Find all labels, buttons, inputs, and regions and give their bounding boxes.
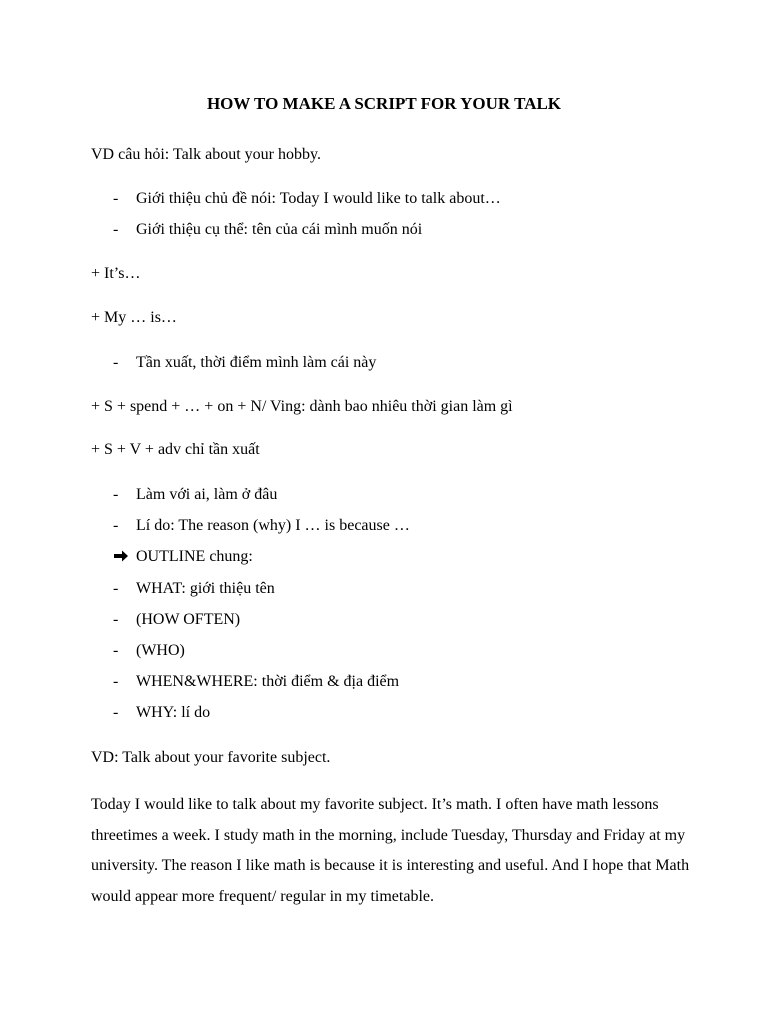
structure-line: + S + V + adv chỉ tần xuất bbox=[91, 441, 260, 458]
outline-label: OUTLINE chung: bbox=[136, 548, 253, 565]
list-item-text: Tần xuất, thời điểm mình làm cái này bbox=[136, 354, 377, 371]
structure-line: + My … is… bbox=[91, 309, 177, 326]
list-item-text: Giới thiệu cụ thể: tên của cái mình muốn nói bbox=[136, 221, 423, 238]
structure-line: + It’s… bbox=[91, 265, 141, 282]
list-item-text: Lí do: The reason (why) I … is because … bbox=[136, 517, 410, 534]
structure-line: + S + spend + … + on + N/ Ving: dành bao nhiêu thời gian làm gì bbox=[91, 398, 513, 415]
bullet-dash: - bbox=[113, 517, 119, 534]
bullet-dash: - bbox=[113, 354, 119, 371]
bullet-dash: - bbox=[113, 704, 119, 721]
example-answer-paragraph: Today I would like to talk about my favorite subject. It’s math. I often have math lessons threetimes a week. I study math in the morning, include Tuesday, Thursday and Friday at my university. The reason I like math is because it is interesting and useful. And I hope that Math would appear more frequent/ regular in my timetable. bbox=[91, 796, 690, 905]
example-topic: VD: Talk about your favorite subject. bbox=[91, 749, 331, 766]
list-item-text: Làm với ai, làm ở đâu bbox=[136, 486, 278, 503]
bullet-dash: - bbox=[113, 221, 119, 238]
list-item-text: Giới thiệu chủ đề nói: Today I would like to talk about… bbox=[136, 190, 501, 207]
bullet-dash: - bbox=[113, 642, 119, 659]
right-arrow-icon bbox=[113, 549, 129, 563]
page-title: HOW TO MAKE A SCRIPT FOR YOUR TALK bbox=[206, 94, 562, 113]
list-item-text: (HOW OFTEN) bbox=[136, 611, 241, 628]
list-item-text: WHAT: giới thiệu tên bbox=[136, 580, 275, 597]
bullet-dash: - bbox=[113, 486, 119, 503]
bullet-dash: - bbox=[113, 673, 119, 690]
list-item-text: (WHO) bbox=[136, 642, 185, 659]
bullet-dash: - bbox=[113, 611, 119, 628]
list-item-text: WHY: lí do bbox=[136, 704, 211, 721]
bullet-dash: - bbox=[113, 580, 119, 597]
bullet-dash: - bbox=[113, 190, 119, 207]
list-item-text: WHEN&WHERE: thời điểm & địa điểm bbox=[136, 673, 400, 690]
example-question: VD câu hỏi: Talk about your hobby. bbox=[91, 146, 321, 163]
